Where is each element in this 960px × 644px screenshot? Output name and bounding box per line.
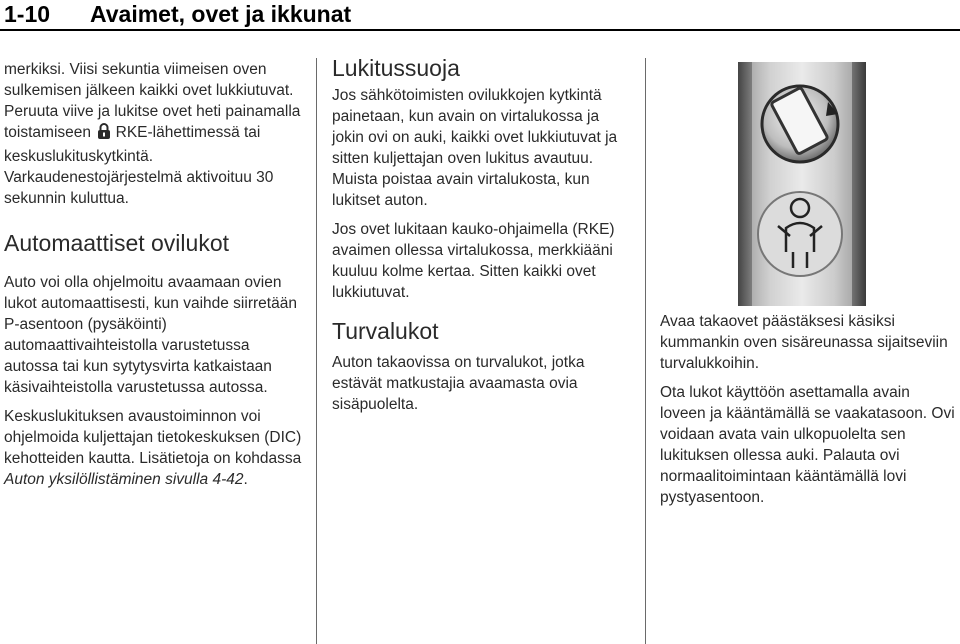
chapter-title: Avaimet, ovet ja ikkunat [90, 1, 352, 27]
column-left [4, 59, 304, 498]
paragraph-child-locks: Auton takaovissa on turvalukot, jotka estävät matkustajia avaamasta ovia sisäpuolelta. [332, 354, 585, 413]
cross-reference-link[interactable]: Auton yksilöllistäminen sivulla 4-42 [4, 471, 244, 488]
period: . [243, 471, 248, 488]
heading-automatic-door-locks: Automaattiset ovilukot [4, 230, 230, 256]
paragraph-open-rear-doors: Avaa takaovet päästäksesi käsiksi kummankin oven sisäreunassa sijaitseviin turvalukkoihin. [660, 313, 948, 372]
paragraph-lockout: Jos sähkötoimisten ovilukkojen kytkintä painetaan, kun avain on virtalukossa ja jokin ovi on auki, kaikki ovet lukkiutuvat ja sitten kuljettajan oven lukitus avautuu. Muista poistaa avain virtalukosta, kun lukitset auton. [332, 87, 618, 209]
column-divider-1 [316, 58, 317, 644]
intro-paragraph [4, 59, 304, 209]
intro-text: merkiksi. Viisi sekuntia viimeisen oven sulkemisen jälkeen kaikki ovet lukkiutuvat. Peruuta viive ja lukitse ovet heti painamalla toistamiseen [4, 61, 301, 141]
paragraph-automatic-locks: Auto voi olla ohjelmoitu avaamaan ovien lukot automaattisesti, kun vaihde siirretään P-asentoon (pysäköinti) automaattivaihteistolla varustetussa autossa tai kun sytytysvirta katkaistaan käsivaihteistolla varustetussa autossa. [4, 274, 297, 396]
column-divider-2 [645, 58, 646, 644]
page-header [0, 0, 960, 34]
column-middle [332, 55, 632, 423]
page-number: 1-10 [4, 1, 51, 27]
paragraph-dic-programming [4, 406, 304, 490]
child-lock-illustration [738, 62, 866, 306]
column-right [660, 311, 956, 516]
header-rule [0, 29, 960, 31]
lock-icon [97, 122, 111, 146]
child-lock-icon [758, 192, 842, 276]
paragraph-activate-child-locks: Ota lukot käyttöön asettamalla avain loveen ja kääntämällä se vaakatasoon. Ovi voidaan avata vain ulkopuolelta sen lukituksen ollessa auki. Palauta ovi normaalitoimintaan kääntämällä lovi pystyasentoon. [660, 384, 955, 506]
paragraph-rke-chime: Jos ovet lukitaan kauko-ohjaimella (RKE) avaimen ollessa virtalukossa, merkkiääni kuuluu kolme kertaa. Sitten kaikki ovet lukkiutuvat. [332, 221, 615, 301]
dic-text: Keskuslukituksen avaustoiminnon voi ohjelmoida kuljettajan tietokeskuksen (DIC) kehotteiden kautta. Lisätietoja on kohdassa [4, 408, 302, 467]
heading-child-locks: Turvalukot [332, 318, 439, 344]
heading-lockout-protection: Lukitussuoja [332, 55, 460, 81]
intro-text-continued: RKE-lähettimessä tai keskuslukituskytkintä. Varkaudenestojärjestelmä aktivoituu 30 sekunnin kuluttua. [4, 124, 274, 207]
